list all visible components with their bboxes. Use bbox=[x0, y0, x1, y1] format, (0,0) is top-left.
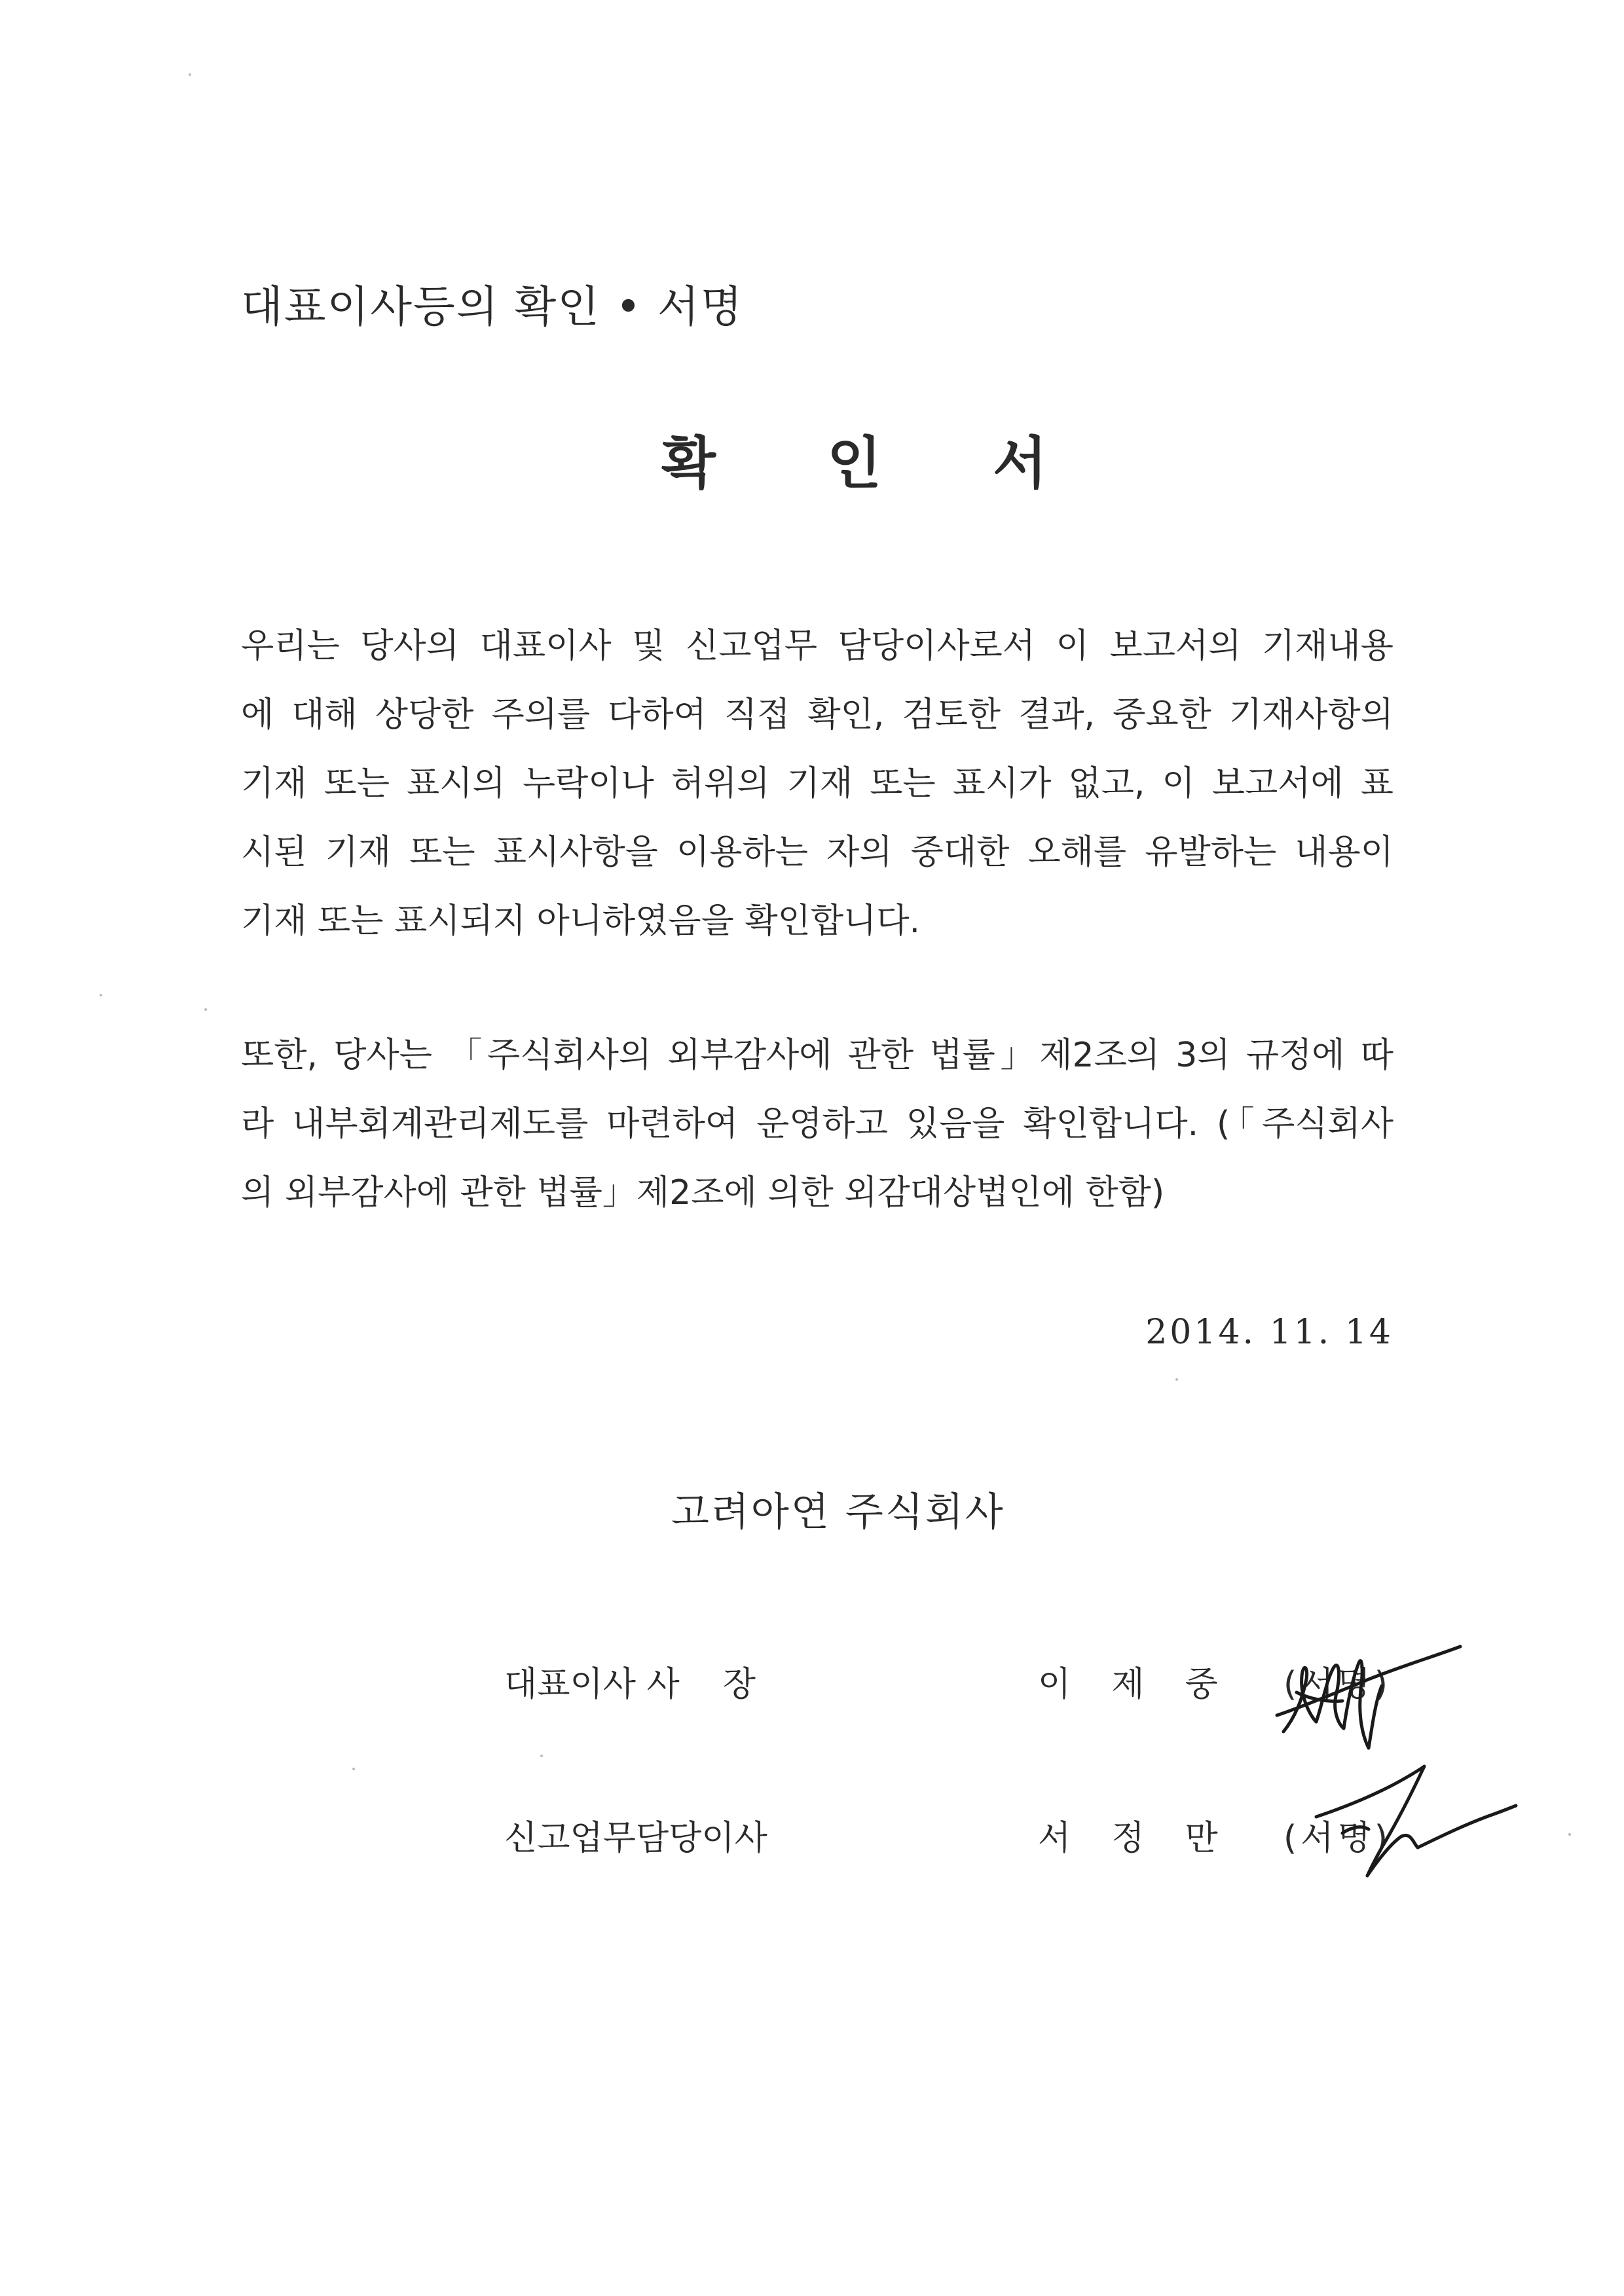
paragraph-line: 또한, 당사는 「주식회사의 외부감사에 관한 법률」제2조의 3의 규정에 따 bbox=[241, 1036, 1393, 1075]
paragraph-line: 기재 또는 표시되지 아니하였음을 확인합니다. bbox=[241, 902, 921, 941]
document-date: 2014. 11. 14 bbox=[1145, 1313, 1393, 1352]
scan-speck bbox=[204, 1008, 207, 1011]
scan-speck bbox=[352, 1768, 355, 1770]
scan-speck bbox=[1568, 1833, 1571, 1836]
scan-speck bbox=[540, 1755, 543, 1757]
document-title: 확 인 서 bbox=[661, 431, 1094, 496]
scan-speck bbox=[189, 73, 191, 76]
signatory-name-disclosure-director: 서정만 bbox=[1038, 1819, 1259, 1858]
signatory-role-ceo: 대표이사 사 장 bbox=[504, 1665, 756, 1704]
paragraph-line: 우리는 당사의 대표이사 및 신고업무 담당이사로서 이 보고서의 기재내용 bbox=[241, 627, 1393, 666]
internal-control-paragraph bbox=[241, 1021, 1393, 1228]
scan-speck bbox=[1175, 1378, 1178, 1381]
document-heading: 대표이사등의 확인 • 서명 bbox=[241, 282, 744, 332]
signature-mark-disclosure-director: (서명) bbox=[1283, 1819, 1392, 1858]
signatory-name-ceo: 이제중 bbox=[1038, 1665, 1259, 1704]
confirmation-paragraph bbox=[241, 612, 1393, 956]
company-name: 고려아연 주식회사 bbox=[671, 1489, 1005, 1535]
signatory-role-disclosure-director: 신고업무담당이사 bbox=[504, 1819, 767, 1858]
handwritten-signature-ceo bbox=[1270, 1617, 1467, 1774]
handwritten-signature-disclosure-director bbox=[1303, 1761, 1519, 1892]
paragraph-line: 라 내부회계관리제도를 마련하여 운영하고 있음을 확인합니다. (「주식회사 bbox=[241, 1104, 1393, 1144]
paragraph-line: 시된 기재 또는 표시사항을 이용하는 자의 중대한 오해를 유발하는 내용이 bbox=[241, 833, 1393, 872]
signature-mark-ceo: (서명) bbox=[1283, 1665, 1392, 1704]
paragraph-line: 의 외부감사에 관한 법률」제2조에 의한 외감대상법인에 한함) bbox=[241, 1173, 1165, 1212]
paragraph-line: 기재 또는 표시의 누락이나 허위의 기재 또는 표시가 없고, 이 보고서에 표 bbox=[241, 764, 1393, 803]
paragraph-line: 에 대해 상당한 주의를 다하여 직접 확인, 검토한 결과, 중요한 기재사항의 bbox=[241, 695, 1393, 735]
scan-speck bbox=[100, 994, 102, 996]
